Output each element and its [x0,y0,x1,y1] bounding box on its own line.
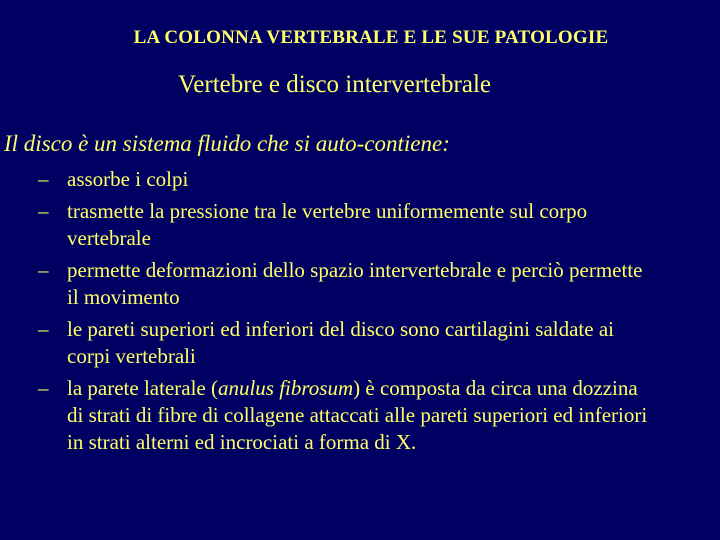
bullet-line: in strati alterni ed incrociati a forma di X. [67,430,417,454]
bullet-line: di strati di fibre di collagene attaccati alle pareti superiori ed inferiori [67,403,648,427]
bullet-line: permette deformazioni dello spazio intervertebrale e perciò permette [67,258,643,282]
bullet-line: vertebrale [67,226,151,250]
bullet-item [0,316,720,370]
bullet-line [67,375,720,402]
bullet-line: assorbe i colpi [67,167,189,191]
bullet-dash: – [38,376,49,400]
slide-subtitle: Vertebre e disco intervertebrale [178,71,492,98]
bullet-line: trasmette la pressione tra le vertebre uniformemente sul corpo [67,199,588,223]
bullet-text: ) è composta da circa una dozzina [353,376,638,400]
bullet-list [0,166,720,461]
intro-text: Il disco è un sistema fluido che si auto-contiene: [4,131,450,156]
bullet-item [0,375,720,456]
bullet-dash: – [38,199,49,223]
bullet-line: corpi vertebrali [67,344,196,368]
bullet-line: le pareti superiori ed inferiori del disco sono cartilagini saldate ai [67,317,614,341]
bullet-item [0,257,720,311]
bullet-dash: – [38,258,49,282]
bullet-line: il movimento [67,285,180,309]
bullet-dash: – [38,317,49,341]
slide-title: LA COLONNA VERTEBRALE E LE SUE PATOLOGIE [133,27,609,48]
anulus-term: anulus fibrosum [217,376,354,400]
bullet-item [0,198,720,252]
bullet-text: la parete laterale ( [67,376,218,400]
bullet-dash: – [38,167,49,191]
bullet-item [0,166,720,193]
